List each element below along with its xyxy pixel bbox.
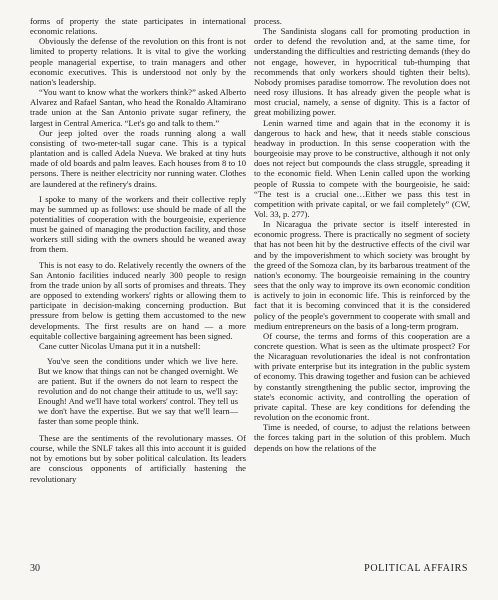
paragraph: These are the sentiments of the revolutionary masses. Of course, while the SNLF takes all this into account it is guided not by emotions but by sober political calculation. Its leaders are conscious opponents of artificially hastening the revolutionary [30,433,246,484]
paragraph: Obviously the defense of the revolution on this front is not limited to property relations. It is vital to give the working people managerial expertise, to train managers and other economic executives. This is understood not only by the nation's leadership. [30,36,246,87]
paragraph: In Nicaragua the private sector is itself interested in economic progress. There is practically no segment of society that has not been hit by the destructive effects of the civil war and by the impoverishment to which society was brought by the greed of the Somoza clan, by its barbarous treatment of the nation's economy. The bourgeoisie remaining in the country sees that the only way to improve its own economic condition is actively to join in economic life. This is reinforced by the fact that it is becoming convinced that it is the considered policy of the people's government to cooperate with small and medium entrepreneurs on the basis of a long-term program. [254,219,470,331]
paragraph: This is not easy to do. Relatively recently the owners of the San Antonio facilities induced nearly 300 people to resign from the trade union by all sorts of promises and threats. They are opposed to extending workers' rights or allowing them to participate in decision-making concerning production. But pressure from below is getting them accustomed to the new developments. The first results are on hand — a more equitable collective bargaining agreement has been signed. [30,259,246,341]
left-column [30,16,246,484]
quote-text: You've seen the conditions under which we live here. But we know that things can not be changed overnight. We are patient. But if the owners do not learn to respect the revolution and do not change their attitude to us, we'll say: Enough! And we'll have total workers' control. They tell us we don't have the expertise. But we say that we'll learn—faster than some people think. [38,357,238,426]
paragraph: Lenin warned time and again that in the economy it is dangerous to hack and hew, that it needs stable conscious headway in production. In this sense cooperation with the bourgeoisie may prove to be constructive, although it not only does not reject but compounds the class struggle, spreading it to the economic field. When Lenin called upon the working people of Russia to compete with the bourgeoisie, he said: “The test is a crucial one…Either we pass this test in competition with private capital, or we fail completely” (CW, Vol. 33, p. 277). [254,117,470,219]
paragraph: The Sandinista slogans call for promoting production in order to defend the revolution and, at the same time, for understanding the difficulties and restricting demands (they do not engage, however, in hypocritical tub-thumping that recommends that only workers should tighten their belts). Nobody promises paradise tomorrow. The revolution does not need rosy illusions. It has already given the people what is most crucial, namely, a sense of dignity. This is a factor of great mobilizing power. [254,26,470,118]
journal-name: POLITICAL AFFAIRS [364,563,468,574]
paragraph: Cane cutter Nicolas Umana put it in a nutshell: [39,340,201,351]
paragraph: “You want to know what the workers think?” asked Alberto Alvarez and Rafael Santan, who head the Ronaldo Altamirano trade union at the San Antonio private sugar refinery, the largest in Central America. “Let's go and talk to them.” [30,87,246,128]
block-quote [38,357,238,427]
paragraph: Our jeep jolted over the roads running along a wall consisting of two-meter-tall sugar cane. This is a typical plantation and is called Adela Nueva. We braked at tiny huts made of old boards and palm leaves. Each houses from 8 to 10 persons. There is neither electricity nor running water. Clothes are laundered at the refinery's drains. [30,127,246,189]
paragraph: process. [254,16,282,26]
paragraph: Time is needed, of course, to adjust the relations between the forces taking part in the solution of this problem. Much depends on how the relations of the [254,422,470,453]
page-number: 30 [30,563,40,574]
paragraph: I spoke to many of the workers and their collective reply may be summed up as follows: use should be made of all the potentialities of cooperation with the bourgeoisie, experience must be gained of managing the production facility, and those workers still siding with the owners should be weaned away from them. [30,193,246,255]
paragraph: forms of property the state participates in international economic relations. [30,16,246,37]
paragraph: Of course, the terms and forms of this cooperation are a concrete question. What is seen as the ultimate prospect? For the Nicaraguan revolutionaries the ideal is not confrontation with private enterprise but its integration in the public system of economy. This drawing together and fusion can be achieved by constantly strengthening the public sector, improving the state's economic activity, and controlling the operation of private capital. These are key conditions for defending the revolution on the economic front. [254,330,470,423]
right-column [254,16,470,453]
